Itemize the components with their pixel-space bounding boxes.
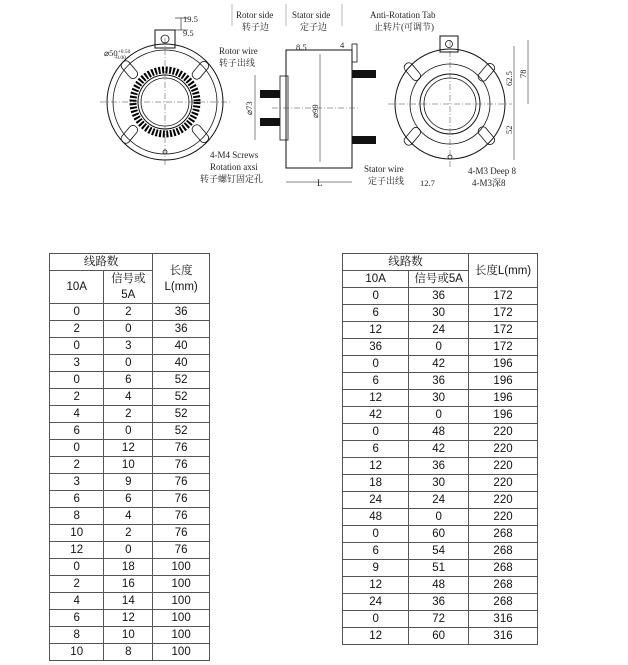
label-stator-wire: Stator wire bbox=[364, 164, 404, 174]
cell-signal: 10 bbox=[104, 627, 153, 644]
cell-10a: 0 bbox=[343, 356, 409, 373]
cell-10a: 3 bbox=[50, 355, 104, 372]
group-header: 线路数 bbox=[343, 254, 469, 271]
table-row bbox=[50, 355, 210, 372]
cell-10a: 24 bbox=[343, 594, 409, 611]
cell-10a: 12 bbox=[343, 322, 409, 339]
table-row bbox=[50, 406, 210, 423]
cell-10a: 0 bbox=[343, 424, 409, 441]
cell-length: 220 bbox=[469, 441, 538, 458]
cell-length: 100 bbox=[153, 559, 210, 576]
cell-10a: 8 bbox=[50, 627, 104, 644]
cell-signal: 2 bbox=[104, 304, 153, 321]
cell-length: 40 bbox=[153, 355, 210, 372]
table-row bbox=[50, 304, 210, 321]
cell-length: 100 bbox=[153, 644, 210, 661]
table-row bbox=[50, 508, 210, 525]
cell-10a: 10 bbox=[50, 525, 104, 542]
cell-length: 76 bbox=[153, 491, 210, 508]
cell-length: 220 bbox=[469, 458, 538, 475]
cell-signal: 0 bbox=[104, 542, 153, 559]
cell-10a: 0 bbox=[343, 611, 409, 628]
dim-12-7: 12.7 bbox=[420, 178, 435, 188]
table-row bbox=[50, 338, 210, 355]
cell-10a: 42 bbox=[343, 407, 409, 424]
cell-length: 100 bbox=[153, 593, 210, 610]
group-header: 线路数 bbox=[50, 254, 153, 271]
cell-signal: 42 bbox=[409, 356, 469, 373]
cell-signal: 36 bbox=[409, 288, 469, 305]
cell-length: 100 bbox=[153, 576, 210, 593]
cell-10a: 18 bbox=[343, 475, 409, 492]
table-row bbox=[50, 321, 210, 338]
table-row bbox=[50, 440, 210, 457]
cell-10a: 2 bbox=[50, 389, 104, 406]
cell-10a: 6 bbox=[343, 373, 409, 390]
cell-10a: 12 bbox=[343, 458, 409, 475]
label-stator-side: Stator side bbox=[292, 10, 331, 20]
cell-signal: 3 bbox=[104, 338, 153, 355]
cell-10a: 10 bbox=[50, 644, 104, 661]
cell-length: 220 bbox=[469, 509, 538, 526]
col-10a-header: 10A bbox=[50, 271, 104, 304]
cell-signal: 51 bbox=[409, 560, 469, 577]
cell-signal: 54 bbox=[409, 543, 469, 560]
cell-signal: 30 bbox=[409, 475, 469, 492]
cell-signal: 4 bbox=[104, 389, 153, 406]
cell-10a: 36 bbox=[343, 339, 409, 356]
table-row bbox=[343, 390, 538, 407]
cell-length: 52 bbox=[153, 372, 210, 389]
cell-length: 172 bbox=[469, 322, 538, 339]
cell-10a: 0 bbox=[50, 440, 104, 457]
cell-length: 220 bbox=[469, 492, 538, 509]
cell-signal: 0 bbox=[104, 423, 153, 440]
cell-signal: 24 bbox=[409, 322, 469, 339]
cell-signal: 24 bbox=[409, 492, 469, 509]
label-anti-rotation-tab: Anti-Rotation Tab bbox=[370, 10, 436, 20]
label-m4-screws: 4-M4 Screws bbox=[210, 150, 259, 160]
cell-10a: 12 bbox=[50, 542, 104, 559]
cell-10a: 6 bbox=[343, 543, 409, 560]
cell-signal: 6 bbox=[104, 372, 153, 389]
cell-length: 100 bbox=[153, 627, 210, 644]
cell-signal: 48 bbox=[409, 424, 469, 441]
table-row bbox=[50, 627, 210, 644]
cell-signal: 0 bbox=[104, 355, 153, 372]
cell-10a: 48 bbox=[343, 509, 409, 526]
label-rotor-side-cn: 转子边 bbox=[242, 22, 270, 32]
cell-length: 196 bbox=[469, 407, 538, 424]
length-header: 长度L(mm) bbox=[153, 254, 210, 304]
table-row bbox=[343, 322, 538, 339]
dim-8-5: 8.5 bbox=[296, 42, 307, 52]
dim-99: ⌀99 bbox=[310, 104, 320, 118]
cell-length: 172 bbox=[469, 339, 538, 356]
table-row bbox=[50, 457, 210, 474]
table-row bbox=[343, 356, 538, 373]
table-row bbox=[343, 424, 538, 441]
table-body bbox=[50, 304, 210, 661]
cell-length: 76 bbox=[153, 457, 210, 474]
cell-signal: 6 bbox=[104, 491, 153, 508]
table-row bbox=[343, 526, 538, 543]
cell-length: 36 bbox=[153, 304, 210, 321]
cell-10a: 12 bbox=[343, 577, 409, 594]
cell-signal: 12 bbox=[104, 610, 153, 627]
table-row bbox=[50, 372, 210, 389]
table-row bbox=[50, 491, 210, 508]
dim-19-5: 19.5 bbox=[183, 14, 198, 24]
cell-signal: 36 bbox=[409, 594, 469, 611]
cell-length: 76 bbox=[153, 525, 210, 542]
table-row bbox=[343, 305, 538, 322]
rotor-side-view bbox=[100, 14, 230, 166]
cell-10a: 4 bbox=[50, 406, 104, 423]
table-row bbox=[343, 339, 538, 356]
label-stator-wire-cn: 定子出线 bbox=[368, 176, 405, 186]
cell-10a: 2 bbox=[50, 457, 104, 474]
cell-length: 196 bbox=[469, 390, 538, 407]
table-row bbox=[50, 559, 210, 576]
label-rotor-side: Rotor side bbox=[236, 10, 274, 20]
cell-signal: 36 bbox=[409, 373, 469, 390]
dim-50: $⌀50^{+0.50}$ -0.00 bbox=[104, 48, 131, 61]
cell-signal: 72 bbox=[409, 611, 469, 628]
dim-78: 78 bbox=[518, 69, 528, 78]
table-row bbox=[343, 458, 538, 475]
cell-length: 268 bbox=[469, 543, 538, 560]
table-row bbox=[50, 644, 210, 661]
label-stator-side-cn: 定子边 bbox=[300, 22, 328, 32]
table-row bbox=[343, 407, 538, 424]
cell-10a: 0 bbox=[343, 526, 409, 543]
cell-signal: 0 bbox=[409, 407, 469, 424]
cell-length: 100 bbox=[153, 610, 210, 627]
cell-length: 52 bbox=[153, 423, 210, 440]
cell-10a: 12 bbox=[343, 390, 409, 407]
label-rotation-axis: Rotation axsi bbox=[210, 162, 258, 172]
spec-table-left bbox=[49, 253, 210, 661]
dim-4: 4 bbox=[340, 40, 345, 50]
cell-length: 76 bbox=[153, 440, 210, 457]
table-row bbox=[343, 475, 538, 492]
table-row bbox=[50, 474, 210, 491]
cell-signal: 4 bbox=[104, 508, 153, 525]
table-row bbox=[343, 509, 538, 526]
table-row bbox=[343, 594, 538, 611]
table-row bbox=[50, 423, 210, 440]
cell-10a: 9 bbox=[343, 560, 409, 577]
cell-10a: 6 bbox=[50, 491, 104, 508]
cell-length: 196 bbox=[469, 356, 538, 373]
label-anti-rotation-tab-cn: 止转片(可调节) bbox=[374, 22, 434, 32]
table-row bbox=[343, 577, 538, 594]
cell-length: 268 bbox=[469, 577, 538, 594]
table-row bbox=[50, 542, 210, 559]
cell-signal: 60 bbox=[409, 526, 469, 543]
table-row bbox=[50, 610, 210, 627]
table-row bbox=[343, 441, 538, 458]
table-row bbox=[343, 288, 538, 305]
cell-signal: 8 bbox=[104, 644, 153, 661]
table-row bbox=[343, 628, 538, 645]
cell-length: 40 bbox=[153, 338, 210, 355]
dim-L: L bbox=[317, 178, 323, 188]
dim-62-5: 62.5 bbox=[504, 71, 514, 86]
spec-table-right bbox=[342, 253, 538, 645]
table-row bbox=[343, 543, 538, 560]
cell-10a: 0 bbox=[50, 304, 104, 321]
cell-10a: 2 bbox=[50, 321, 104, 338]
cell-length: 36 bbox=[153, 321, 210, 338]
col-signal-header: 信号或5A bbox=[104, 271, 153, 304]
cell-signal: 12 bbox=[104, 440, 153, 457]
label-m4-screws-cn: 转子螺钉固定孔 bbox=[200, 174, 264, 184]
label-m3-deep: 4-M3 Deep 8 bbox=[468, 166, 516, 176]
table-row bbox=[50, 389, 210, 406]
dim-52: 52 bbox=[504, 125, 514, 134]
col-10a-header: 10A bbox=[343, 271, 409, 288]
cell-length: 268 bbox=[469, 560, 538, 577]
table-row bbox=[343, 492, 538, 509]
cell-length: 172 bbox=[469, 288, 538, 305]
cell-length: 52 bbox=[153, 406, 210, 423]
cell-10a: 3 bbox=[50, 474, 104, 491]
cell-signal: 10 bbox=[104, 457, 153, 474]
label-rotor-wire: Rotor wire bbox=[219, 46, 258, 56]
cell-signal: 18 bbox=[104, 559, 153, 576]
table-row bbox=[343, 611, 538, 628]
table-row bbox=[50, 525, 210, 542]
cell-signal: 30 bbox=[409, 305, 469, 322]
cell-length: 220 bbox=[469, 424, 538, 441]
table-row bbox=[50, 593, 210, 610]
cell-length: 268 bbox=[469, 594, 538, 611]
cell-length: 316 bbox=[469, 611, 538, 628]
cell-signal: 36 bbox=[409, 458, 469, 475]
cell-10a: 12 bbox=[343, 628, 409, 645]
cell-length: 52 bbox=[153, 389, 210, 406]
label-m3-deep-cn: 4-M3深8 bbox=[472, 178, 506, 188]
cell-signal: 60 bbox=[409, 628, 469, 645]
cell-length: 172 bbox=[469, 305, 538, 322]
col-signal-header: 信号或5A bbox=[409, 271, 469, 288]
cell-10a: 6 bbox=[50, 423, 104, 440]
cell-signal: 14 bbox=[104, 593, 153, 610]
cell-length: 268 bbox=[469, 526, 538, 543]
cell-length: 220 bbox=[469, 475, 538, 492]
cell-10a: 24 bbox=[343, 492, 409, 509]
label-rotor-wire-cn: 转子出线 bbox=[219, 58, 256, 68]
cell-10a: 0 bbox=[343, 288, 409, 305]
cell-10a: 4 bbox=[50, 593, 104, 610]
cell-length: 76 bbox=[153, 508, 210, 525]
cell-signal: 48 bbox=[409, 577, 469, 594]
cell-10a: 6 bbox=[343, 441, 409, 458]
length-header: 长度L(mm) bbox=[469, 254, 538, 288]
dim-73: ⌀73 bbox=[244, 101, 254, 115]
cell-10a: 2 bbox=[50, 576, 104, 593]
cell-length: 196 bbox=[469, 373, 538, 390]
cell-signal: 2 bbox=[104, 525, 153, 542]
cell-10a: 6 bbox=[50, 610, 104, 627]
dim-9-5: 9.5 bbox=[183, 28, 194, 38]
cell-signal: 30 bbox=[409, 390, 469, 407]
cell-10a: 6 bbox=[343, 305, 409, 322]
cell-10a: 8 bbox=[50, 508, 104, 525]
table-row bbox=[50, 576, 210, 593]
cell-signal: 0 bbox=[104, 321, 153, 338]
table-body bbox=[343, 288, 538, 645]
cell-length: 316 bbox=[469, 628, 538, 645]
technical-drawing bbox=[0, 0, 628, 200]
table-row bbox=[343, 373, 538, 390]
cell-signal: 16 bbox=[104, 576, 153, 593]
cell-signal: 0 bbox=[409, 339, 469, 356]
cell-10a: 0 bbox=[50, 372, 104, 389]
cell-length: 76 bbox=[153, 542, 210, 559]
cell-10a: 0 bbox=[50, 559, 104, 576]
cell-signal: 2 bbox=[104, 406, 153, 423]
cell-length: 76 bbox=[153, 474, 210, 491]
stator-side-view bbox=[370, 10, 528, 188]
cell-signal: 42 bbox=[409, 441, 469, 458]
cell-signal: 0 bbox=[409, 509, 469, 526]
table-row bbox=[343, 560, 538, 577]
cell-10a: 0 bbox=[50, 338, 104, 355]
cell-signal: 9 bbox=[104, 474, 153, 491]
